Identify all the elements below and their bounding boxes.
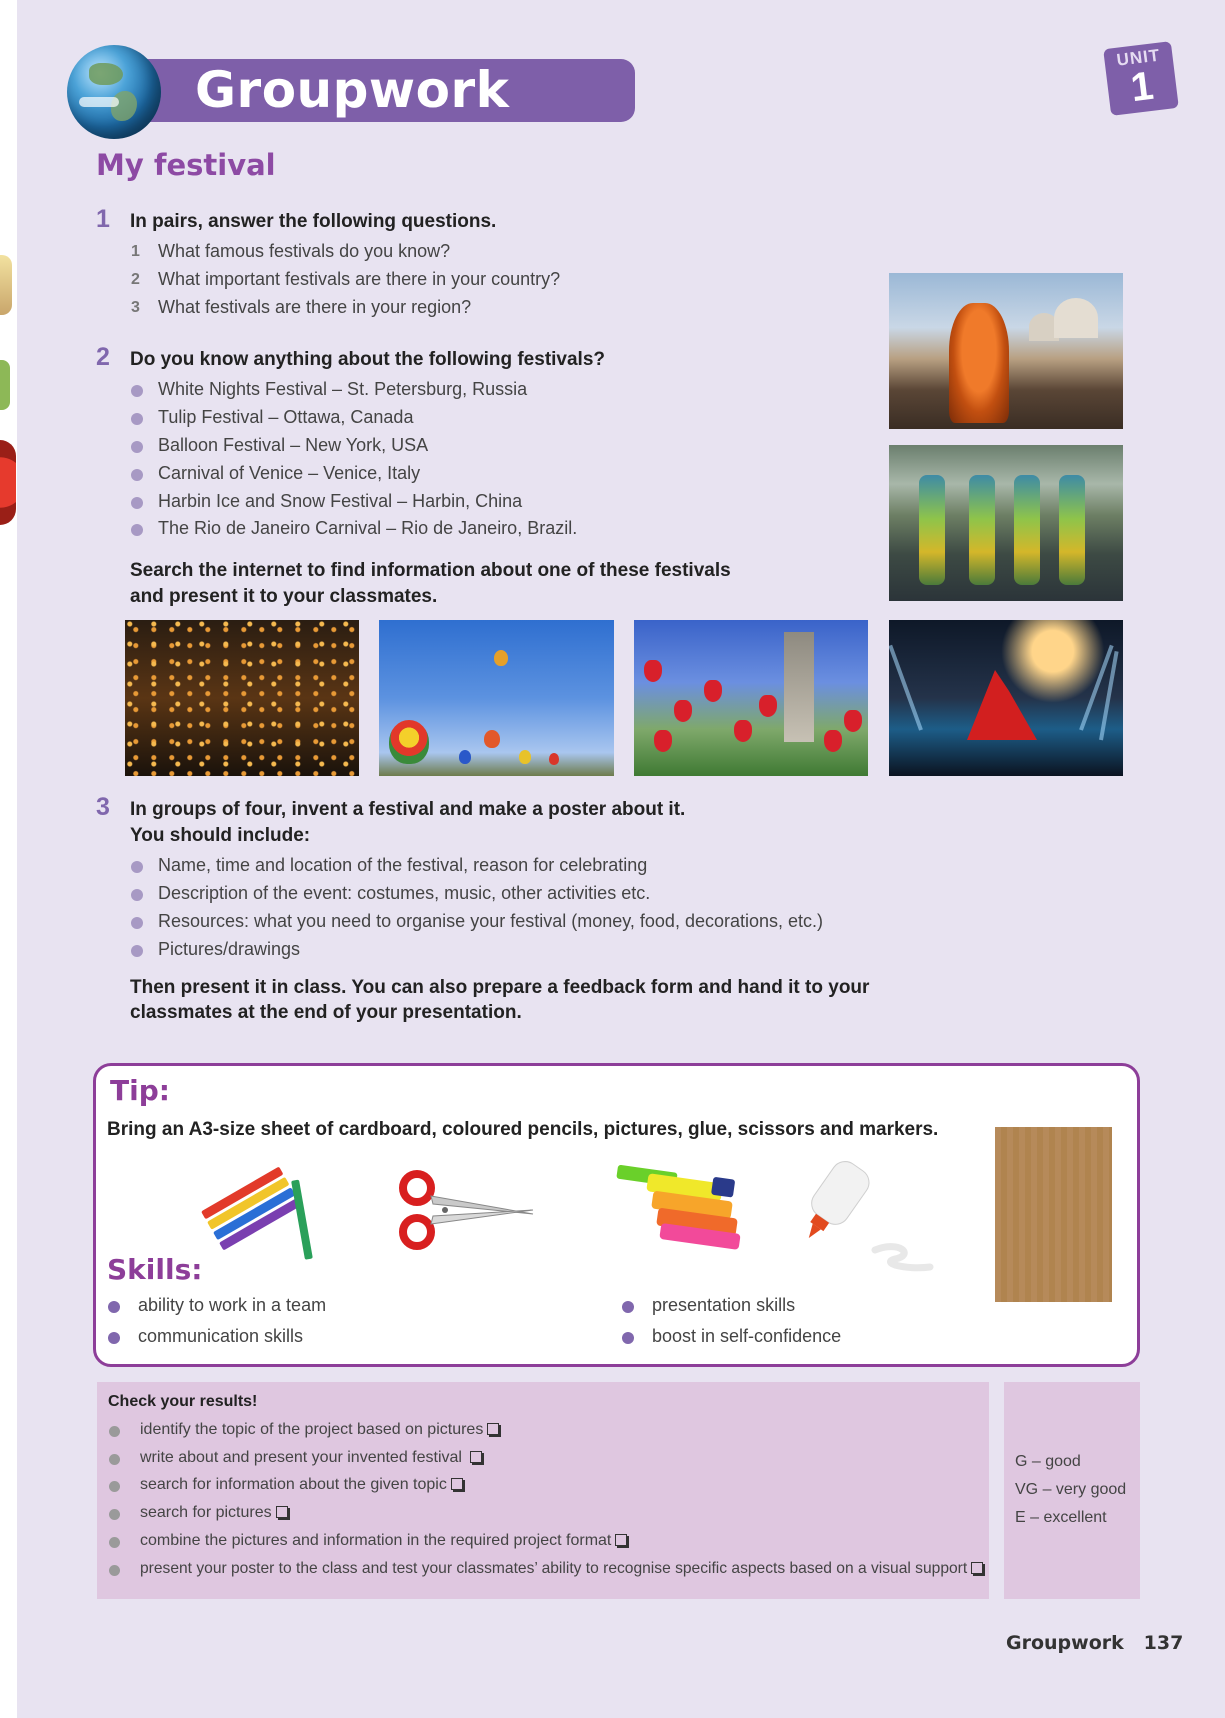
markers-icon [612,1158,752,1253]
festival-item: White Nights Festival – St. Petersburg, Russia [158,379,528,399]
closing-line: Then present it in class. You can also prepare a feedback form and hand it to your [130,977,870,998]
section-subtitle: My festival [96,148,276,182]
venice-carnival-photo [889,273,1123,429]
bullet [622,1301,634,1313]
skill-item: boost in self-confidence [652,1326,842,1346]
tip-title: Tip: [110,1074,170,1107]
globe-icon [67,45,161,139]
question-text: What important festivals are there in your country? [158,269,561,289]
leaf-image [0,360,10,410]
bullet [131,861,143,873]
bullet [109,1509,120,1520]
task-number: 2 [96,343,110,371]
task-heading: You should include: [130,825,311,846]
bullet [131,917,143,929]
flower-image [0,255,12,315]
title-bar [145,59,635,122]
question-number: 1 [131,243,140,260]
festival-item: Carnival of Venice – Venice, Italy [158,463,421,483]
bullet [131,385,143,397]
red-flower-image [0,440,16,525]
check-results-title: Check your results! [108,1393,258,1410]
rio-carnival-photo [889,445,1123,601]
scissors-icon [395,1170,535,1255]
scarlet-sails-photo [889,620,1123,776]
include-item: Resources: what you need to organise your festival (money, food, decorations, etc.) [158,911,824,931]
include-item: Pictures/drawings [158,939,301,959]
crayons-icon [200,1165,315,1265]
checkbox-icon[interactable] [971,1562,983,1574]
task-heading: Do you know anything about the following festivals? [130,349,606,370]
grade-excellent: E – excellent [1015,1509,1107,1526]
footer-section: Groupwork [1006,1632,1124,1654]
tip-text: Bring an A3-size sheet of cardboard, coloured pencils, pictures, glue, scissors and markers. [107,1119,939,1140]
check-item: present your poster to the class and test your classmates’ ability to recognise specific aspects based on a visual support [140,1560,983,1578]
bullet [131,945,143,957]
checkbox-icon[interactable] [276,1506,288,1518]
question-text: What famous festivals do you know? [158,241,451,261]
cardboard-image [995,1127,1112,1302]
checkbox-icon[interactable] [470,1451,482,1463]
check-item: combine the pictures and information in the required project format [140,1532,627,1550]
tulip-festival-photo [634,620,868,776]
bullet [109,1565,120,1576]
page-footer [1006,1632,1183,1654]
festival-item: Harbin Ice and Snow Festival – Harbin, China [158,491,523,511]
checkbox-icon[interactable] [451,1478,463,1490]
page-number: 137 [1143,1632,1184,1654]
glue-icon [805,1155,940,1275]
task-heading: In pairs, answer the following questions. [130,211,497,232]
bullet [131,889,143,901]
check-item: search for information about the given topic [140,1476,463,1494]
bullet [108,1332,120,1344]
instruction-line: Search the internet to find information about one of these festivals [130,560,731,581]
unit-label: UNIT [1115,45,1162,70]
include-item: Description of the event: costumes, music, other activities etc. [158,883,651,903]
festival-item: The Rio de Janeiro Carnival – Rio de Janeiro, Brazil. [158,518,578,538]
page-title: Groupwork [195,61,510,119]
bullet [131,441,143,453]
question-number: 2 [131,271,140,288]
grade-very-good: VG – very good [1015,1481,1127,1498]
bullet [109,1454,120,1465]
skill-item: communication skills [138,1326,304,1346]
festival-item: Balloon Festival – New York, USA [158,435,429,455]
bullet [131,497,143,509]
bullet [109,1481,120,1492]
closing-line: classmates at the end of your presentation. [130,1002,522,1023]
bullet [131,524,143,536]
bullet [131,413,143,425]
bullet [108,1301,120,1313]
check-item: write about and present your invented festival [140,1449,482,1467]
include-item: Name, time and location of the festival, reason for celebrating [158,855,648,875]
lantern-festival-photo [125,620,359,776]
left-decorative-strip [0,0,17,1718]
balloon-festival-photo [379,620,614,776]
bullet [131,469,143,481]
checkbox-icon[interactable] [615,1534,627,1546]
checkbox-icon[interactable] [487,1423,499,1435]
check-item: identify the topic of the project based on pictures [140,1421,499,1439]
bullet [109,1537,120,1548]
skill-item: ability to work in a team [138,1295,327,1315]
task-heading: In groups of four, invent a festival and make a poster about it. [130,799,686,820]
question-number: 3 [131,299,140,316]
bullet [622,1332,634,1344]
bullet [109,1426,120,1437]
skill-item: presentation skills [652,1295,796,1315]
instruction-line: and present it to your classmates. [130,586,438,607]
task-number: 1 [96,205,110,233]
unit-number: 1 [1128,63,1156,111]
skills-title: Skills: [107,1253,203,1286]
question-text: What festivals are there in your region? [158,297,472,317]
task-number: 3 [96,793,110,821]
grade-good: G – good [1015,1453,1081,1470]
unit-badge [1103,41,1179,116]
festival-item: Tulip Festival – Ottawa, Canada [158,407,414,427]
check-item: search for pictures [140,1504,288,1522]
